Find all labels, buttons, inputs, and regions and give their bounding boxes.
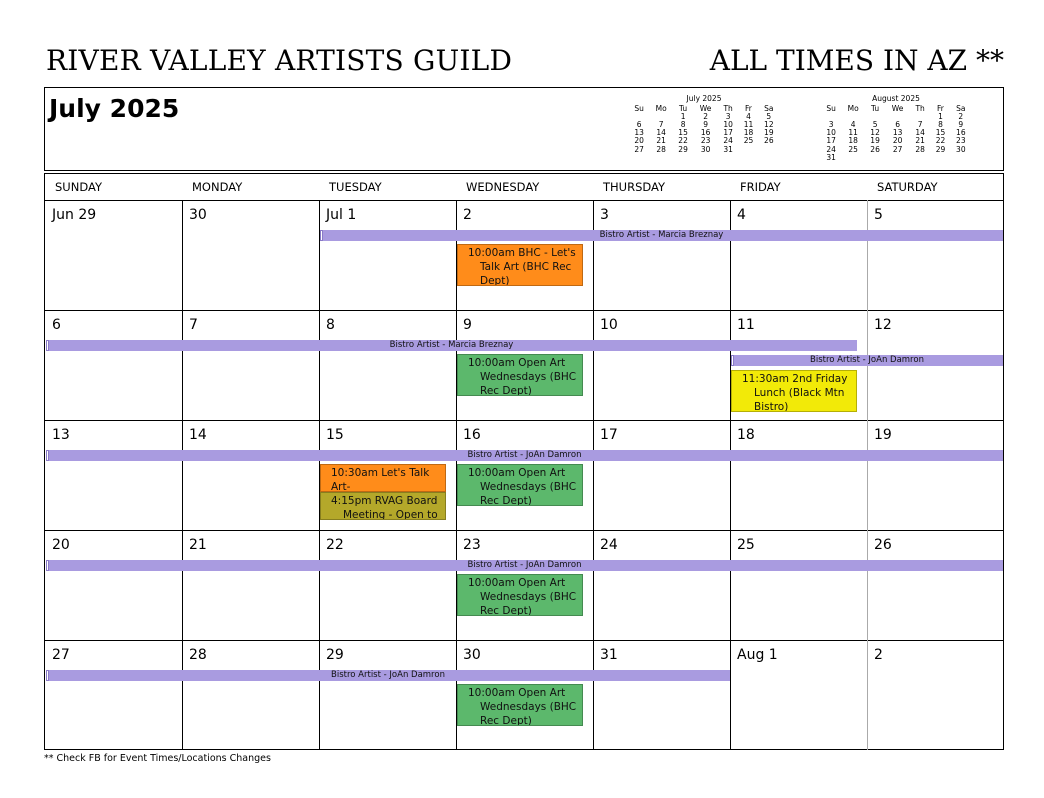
week-divider — [45, 640, 1003, 641]
bar-start-cap — [46, 450, 49, 461]
event-text-line: Rec Dept) — [480, 605, 532, 616]
mini-calendar-day[interactable]: 27 — [892, 144, 903, 154]
calendar-event[interactable] — [457, 354, 583, 396]
mini-calendar-day[interactable]: 11 — [743, 119, 754, 129]
week-divider — [45, 420, 1003, 421]
mini-calendar-weekday: Fr — [937, 103, 944, 113]
mini-calendar-day[interactable]: 28 — [915, 144, 925, 154]
event-text-line: Lunch (Black Mtn — [754, 387, 845, 399]
mini-calendar-day[interactable]: 23 — [700, 136, 711, 146]
bistro-artist-bar[interactable] — [46, 560, 1003, 571]
event-text-line: 10:00am Open Art — [468, 577, 566, 589]
day-divider — [319, 530, 320, 640]
day-divider — [867, 420, 868, 530]
day-number[interactable]: 27 — [52, 647, 70, 663]
mini-calendar-day[interactable]: 14 — [915, 128, 925, 138]
day-number[interactable]: 25 — [737, 537, 755, 553]
bar-label: Bistro Artist - JoAn Damron — [331, 670, 445, 680]
day-divider — [593, 200, 594, 310]
mini-calendar-day[interactable]: 26 — [870, 144, 880, 154]
mini-calendar-day[interactable]: 21 — [915, 136, 925, 146]
day-divider — [319, 200, 320, 310]
day-number[interactable]: 8 — [326, 317, 335, 333]
event-text-line: 10:00am Open Art — [468, 687, 566, 699]
day-number[interactable]: 9 — [463, 317, 472, 333]
week-divider — [45, 310, 1003, 311]
mini-calendar-day[interactable]: 17 — [826, 136, 836, 146]
bar-label: Bistro Artist - JoAn Damron — [467, 560, 582, 570]
mini-calendar-day[interactable]: 27 — [634, 144, 644, 154]
mini-calendar-weekday: We — [699, 103, 712, 113]
day-number[interactable]: 19 — [874, 427, 892, 443]
day-divider — [730, 530, 731, 640]
day-divider — [182, 530, 183, 640]
day-number[interactable]: 11 — [737, 317, 755, 333]
event-text-line: Wednesdays (BHC — [480, 481, 577, 493]
day-divider — [730, 200, 731, 310]
day-number[interactable]: 10 — [600, 317, 618, 333]
event-text-line: Wednesdays (BHC — [480, 701, 577, 713]
mini-calendar-day[interactable]: 15 — [935, 128, 946, 138]
bar-start-cap — [320, 230, 323, 241]
weekday-header-sunday: SUNDAY — [55, 180, 102, 194]
calendar-event[interactable] — [457, 574, 583, 616]
day-number[interactable]: 24 — [600, 537, 618, 553]
mini-calendar-day — [910, 154, 930, 162]
mini-calendar-day[interactable]: 13 — [634, 128, 644, 138]
mini-calendar-day — [865, 154, 885, 162]
mini-calendar-day[interactable]: 9 — [958, 119, 964, 129]
mini-calendar-day — [738, 146, 758, 154]
weekday-header-wednesday: WEDNESDAY — [466, 180, 540, 194]
mini-calendar-title: July 2025 — [686, 94, 722, 103]
mini-calendar-july — [629, 95, 779, 154]
day-number[interactable]: 4 — [737, 207, 746, 223]
mini-calendar-day[interactable]: 18 — [848, 136, 858, 146]
day-number[interactable]: 6 — [52, 317, 61, 333]
day-divider — [867, 200, 868, 310]
mini-calendar-day[interactable]: 31 — [826, 152, 836, 162]
bistro-artist-bar[interactable] — [731, 355, 1003, 366]
event-text-line: 10:00am Open Art — [468, 357, 566, 369]
day-divider — [182, 420, 183, 530]
mini-calendar-day — [759, 146, 779, 154]
mini-calendar-weekday: Fr — [745, 103, 752, 113]
mini-calendar-day[interactable]: 28 — [656, 144, 666, 154]
event-text-line: 10:30am Let's Talk Art- — [331, 467, 430, 492]
calendar-event[interactable] — [320, 492, 446, 520]
weekday-header-friday: FRIDAY — [740, 180, 781, 194]
mini-calendar-day[interactable]: 14 — [656, 128, 666, 138]
bistro-artist-bar[interactable] — [46, 340, 857, 351]
bar-start-cap — [46, 340, 49, 351]
mini-calendar-day[interactable]: 12 — [870, 128, 880, 138]
mini-calendar-weekday: Th — [915, 103, 925, 113]
day-divider — [867, 530, 868, 640]
mini-calendar-day[interactable]: 30 — [956, 144, 966, 154]
bar-label: Bistro Artist - JoAn Damron — [467, 450, 582, 460]
bistro-artist-bar[interactable] — [46, 450, 1003, 461]
org-title: RIVER VALLEY ARTISTS GUILD — [46, 44, 513, 77]
mini-calendar-weekday: Th — [723, 103, 733, 113]
mini-calendar-day[interactable]: 22 — [935, 136, 946, 146]
calendar-event[interactable] — [457, 464, 583, 506]
mini-calendar-day[interactable]: 23 — [956, 136, 966, 146]
mini-calendar-day[interactable]: 24 — [826, 144, 836, 154]
calendar-event[interactable] — [320, 464, 446, 492]
mini-calendar-weekday: Sa — [956, 103, 966, 113]
day-divider — [593, 640, 594, 750]
day-divider — [730, 420, 731, 530]
mini-calendar-day[interactable]: 5 — [766, 111, 772, 121]
mini-calendar-day[interactable]: 7 — [658, 119, 664, 129]
bar-start-cap — [46, 670, 49, 681]
day-divider — [593, 310, 594, 420]
mini-calendar-day[interactable]: 17 — [723, 128, 733, 138]
day-divider — [593, 420, 594, 530]
day-divider — [319, 310, 320, 420]
day-number[interactable]: Jun 29 — [52, 207, 97, 223]
mini-calendar-day[interactable]: 10 — [723, 119, 733, 129]
mini-calendar-day[interactable]: 19 — [870, 136, 880, 146]
day-number[interactable]: 14 — [189, 427, 207, 443]
event-text-line: Rec Dept) — [480, 715, 532, 726]
calendar-grid — [44, 173, 1004, 750]
day-number[interactable]: 31 — [600, 647, 618, 663]
month-title: July 2025 — [49, 94, 180, 123]
mini-calendar-day[interactable]: 30 — [700, 144, 711, 154]
footnote: ** Check FB for Event Times/Locations Changes — [44, 753, 271, 764]
day-number[interactable]: Aug 1 — [737, 647, 778, 663]
mini-calendar-day[interactable]: 15 — [678, 128, 688, 138]
day-divider — [730, 640, 731, 750]
mini-calendar-title: August 2025 — [872, 94, 920, 103]
mini-calendar-day[interactable]: 1 — [680, 111, 686, 121]
mini-calendar-day[interactable]: 24 — [723, 136, 733, 146]
event-text-line: Meeting - Open to — [343, 509, 438, 520]
day-number[interactable]: 3 — [600, 207, 609, 223]
day-divider — [319, 640, 320, 750]
mini-calendar-weekday: Tu — [678, 103, 688, 113]
mini-calendar-august — [821, 95, 971, 162]
weekday-header-saturday: SATURDAY — [877, 180, 938, 194]
mini-calendar-weekday: Mo — [847, 103, 859, 113]
day-number[interactable]: 13 — [52, 427, 70, 443]
mini-calendar-day[interactable]: 6 — [895, 119, 900, 129]
bar-label: Bistro Artist - JoAn Damron — [810, 355, 924, 365]
mini-calendar-day[interactable]: 6 — [636, 119, 642, 129]
event-text-line: 11:30am 2nd Friday — [742, 373, 848, 385]
mini-calendar-day[interactable]: 5 — [872, 119, 878, 129]
bistro-artist-bar[interactable] — [320, 230, 1003, 241]
mini-calendar-day[interactable]: 8 — [680, 119, 686, 129]
bar-start-cap — [46, 560, 49, 571]
day-divider — [182, 200, 183, 310]
weekday-header-divider — [45, 200, 1003, 201]
mini-calendar-day[interactable]: 3 — [828, 119, 834, 129]
event-text-line: Rec Dept) — [480, 495, 532, 506]
month-header — [44, 87, 1004, 171]
day-number[interactable]: 17 — [600, 427, 618, 443]
mini-calendar-day[interactable]: 4 — [746, 111, 751, 121]
event-text-line: Wednesdays (BHC — [480, 591, 577, 603]
event-text-line: 4:15pm RVAG Board — [331, 495, 438, 507]
mini-calendar-day[interactable]: 20 — [634, 136, 644, 146]
mini-calendar-day[interactable]: 11 — [848, 128, 858, 138]
bistro-artist-bar[interactable] — [46, 670, 730, 681]
mini-calendar-weekday: Sa — [764, 103, 774, 113]
event-text-line: Rec Dept) — [480, 385, 532, 396]
mini-calendar-weekday: Su — [826, 103, 836, 113]
mini-calendar-day[interactable]: 25 — [848, 144, 858, 154]
mini-calendar-day[interactable]: 16 — [956, 128, 966, 138]
day-number[interactable]: 22 — [326, 537, 344, 553]
mini-calendar-day[interactable]: 12 — [764, 119, 774, 129]
day-number[interactable]: 30 — [463, 647, 481, 663]
mini-calendar-weekday: Tu — [870, 103, 880, 113]
mini-calendar-day[interactable]: 29 — [678, 144, 688, 154]
mini-calendar-weekday: Su — [634, 103, 644, 113]
day-number[interactable]: 18 — [737, 427, 755, 443]
mini-calendar-day — [841, 154, 865, 162]
mini-calendar-day[interactable]: 20 — [892, 136, 903, 146]
day-divider — [593, 530, 594, 640]
mini-calendar-day[interactable]: 21 — [656, 136, 666, 146]
bar-label: Bistro Artist - Marcia Breznay — [599, 230, 724, 240]
mini-calendar-day[interactable]: 26 — [764, 136, 774, 146]
day-number[interactable]: 28 — [189, 647, 207, 663]
calendar-event[interactable] — [457, 244, 583, 286]
event-text-line: Bistro) — [754, 401, 789, 412]
day-number[interactable]: 2 — [874, 647, 883, 663]
day-number[interactable]: 5 — [874, 207, 883, 223]
mini-calendar-day[interactable]: 10 — [826, 128, 836, 138]
mini-calendar-day[interactable]: 18 — [743, 128, 754, 138]
bar-label: Bistro Artist - Marcia Breznay — [389, 340, 514, 350]
day-number[interactable]: 16 — [463, 427, 481, 443]
mini-calendar-day[interactable]: 16 — [700, 128, 711, 138]
day-divider — [867, 640, 868, 750]
day-divider — [182, 640, 183, 750]
day-number[interactable]: 20 — [52, 537, 70, 553]
day-number[interactable]: 26 — [874, 537, 892, 553]
day-number[interactable]: 2 — [463, 207, 472, 223]
day-divider — [182, 310, 183, 420]
mini-calendar-day[interactable]: 13 — [892, 128, 903, 138]
mini-calendar-weekday: Mo — [655, 103, 667, 113]
day-number[interactable]: 23 — [463, 537, 481, 553]
mini-calendar-weekday: We — [891, 103, 904, 113]
day-number[interactable]: 12 — [874, 317, 892, 333]
weekday-header-thursday: THURSDAY — [603, 180, 666, 194]
mini-calendar-day[interactable]: 22 — [678, 136, 688, 146]
mini-calendar-day[interactable]: 9 — [703, 119, 708, 129]
mini-calendar-day[interactable]: 8 — [938, 119, 943, 129]
day-number[interactable]: 30 — [189, 207, 207, 223]
timezone-title: ALL TIMES IN AZ ** — [709, 44, 1004, 77]
day-number[interactable]: 29 — [326, 647, 344, 663]
event-text-line: Talk Art (BHC Rec — [480, 261, 572, 273]
mini-calendar-day[interactable]: 2 — [703, 111, 708, 121]
event-text-line: 10:00am BHC - Let's — [468, 247, 576, 259]
mini-calendar-day[interactable]: 1 — [938, 111, 943, 121]
mini-calendar-day[interactable]: 4 — [850, 119, 856, 129]
calendar-event[interactable] — [731, 370, 857, 412]
weekday-header-tuesday: TUESDAY — [329, 180, 382, 194]
event-text-line: 10:00am Open Art — [468, 467, 566, 479]
mini-calendar-day — [930, 154, 950, 162]
week-divider — [45, 530, 1003, 531]
mini-calendar-day[interactable]: 19 — [764, 128, 774, 138]
day-number[interactable]: Jul 1 — [326, 207, 357, 223]
mini-calendar-day[interactable]: 7 — [917, 119, 923, 129]
event-text-line: Wednesdays (BHC — [480, 371, 577, 383]
mini-calendar-day — [885, 154, 910, 162]
calendar-event[interactable] — [457, 684, 583, 726]
mini-calendar-day[interactable]: 31 — [723, 144, 733, 154]
weekday-header-monday: MONDAY — [192, 180, 243, 194]
day-number[interactable]: 15 — [326, 427, 344, 443]
bar-start-cap — [731, 355, 734, 366]
mini-calendar-day[interactable]: 2 — [958, 111, 964, 121]
day-number[interactable]: 21 — [189, 537, 207, 553]
mini-calendar-day[interactable]: 25 — [743, 136, 754, 146]
mini-calendar-day — [951, 154, 971, 162]
mini-calendar-day[interactable]: 3 — [725, 111, 731, 121]
mini-calendar-day[interactable]: 29 — [935, 144, 946, 154]
day-number[interactable]: 7 — [189, 317, 198, 333]
event-text-line: Dept) — [480, 275, 510, 286]
